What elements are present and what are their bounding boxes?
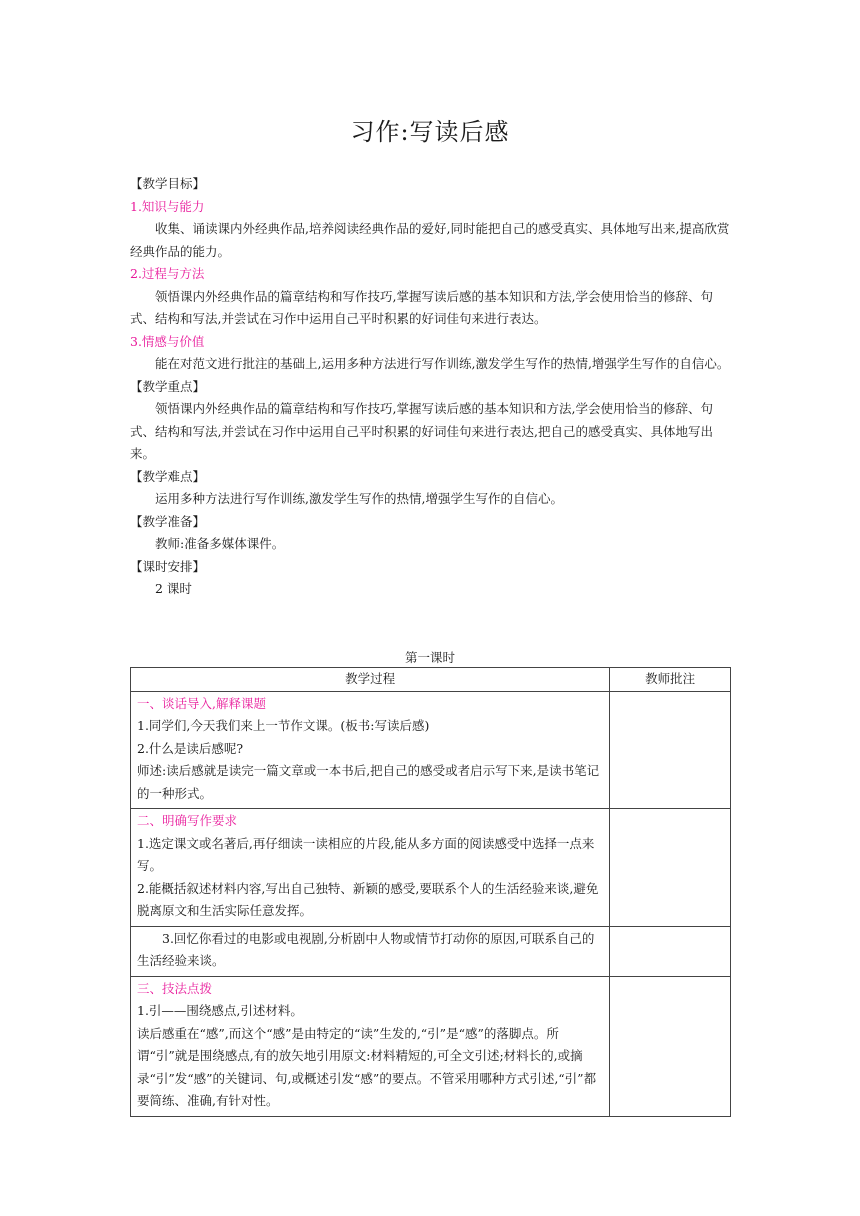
process-cell xyxy=(131,976,610,1116)
row-line: 1.引——围绕感点,引述材料。 xyxy=(137,1003,303,1018)
goal3-heading: 3.情感与价值 xyxy=(130,333,205,349)
goal1-text: 收集、诵读课内外经典作品,培养阅读经典作品的爱好,同时能把自己的感受真实、具体地写出来,提高欣赏经典作品的能力。 xyxy=(130,221,730,259)
row-line: 2.什么是读后感呢? xyxy=(137,740,244,756)
lesson-process-table xyxy=(130,667,731,1117)
schedule-heading: 【课时安排】 xyxy=(130,558,206,574)
table-row xyxy=(131,926,731,976)
notes-cell xyxy=(610,926,731,976)
table-row xyxy=(131,809,731,927)
row-line: 1.同学们,今天我们来上一节作文课。(板书:写读后感) xyxy=(137,718,430,733)
preparation-text: 教师:准备多媒体课件。 xyxy=(155,536,285,551)
goals-heading: 【教学目标】 xyxy=(130,176,206,191)
process-cell xyxy=(131,809,610,927)
schedule-text: 2 课时 xyxy=(155,581,192,596)
goal3-text: 能在对范文进行批注的基础上,运用多种方法进行写作训练,激发学生写作的热情,增强学生写作的自信心。 xyxy=(155,356,730,371)
row-line: 2.能概括叙述材料内容,写出自己独特、新颖的感受,要联系个人的生活经验来谈,避免脱离原文和生活实际任意发挥。 xyxy=(137,880,599,918)
table-header-row xyxy=(131,668,731,692)
row-line: 师述:读后感就是读完一篇文章或一本书后,把自己的感受或者启示写下来,是读书笔记的一种形式。 xyxy=(137,763,600,801)
table-row xyxy=(131,976,731,1116)
process-cell xyxy=(131,691,610,809)
key-points-heading: 【教学重点】 xyxy=(130,378,206,394)
table-row xyxy=(131,691,731,809)
row-line: 读后感重在“感”,而这个“感”是由特定的“读”生发的,“引”是“感”的落脚点。所谓“引”就是围绕感点,有的放矢地引用原文:材料精短的,可全文引述;材料长的,或摘录“引”发“感”的关键词、句,或概述引发“感”的要点。不管采用哪种方式引述,“引”都要简练、准确,有针对性。 xyxy=(137,1025,597,1108)
difficulty-text: 运用多种方法进行写作训练,激发学生写作的热情,增强学生写作的自信心。 xyxy=(155,491,563,506)
notes-cell xyxy=(610,691,731,809)
process-cell xyxy=(131,926,610,976)
column-header-process: 教学过程 xyxy=(131,668,610,692)
column-header-notes: 教师批注 xyxy=(610,668,731,692)
row-heading: 二、明确写作要求 xyxy=(137,813,238,828)
goal2-heading: 2.过程与方法 xyxy=(130,266,205,281)
preparation-heading: 【教学准备】 xyxy=(130,513,206,529)
row-heading: 一、谈话导入,解释课题 xyxy=(137,695,266,711)
goal2-text: 领悟课内外经典作品的篇章结构和写作技巧,掌握写读后感的基本知识和方法,学会使用恰当的修辞、句式、结构和写法,并尝试在习作中运用自己平时积累的好词佳句来进行表达。 xyxy=(130,288,713,326)
row-line: 1.选定课文或名著后,再仔细读一读相应的片段,能从多方面的阅读感受中选择一点来写。 xyxy=(137,835,595,873)
key-points-text: 领悟课内外经典作品的篇章结构和写作技巧,掌握写读后感的基本知识和方法,学会使用恰当的修辞、句式、结构和写法,并尝试在习作中运用自己平时积累的好词佳句来进行表达,把自己的感受真实、具体地写出来。 xyxy=(130,401,713,461)
row-heading: 三、技法点拨 xyxy=(137,980,213,996)
goal1-heading: 1.知识与能力 xyxy=(130,198,205,214)
notes-cell xyxy=(610,809,731,927)
row-line: 3.回忆你看过的电影或电视剧,分析剧中人物或情节打动你的原因,可联系自己的生活经验来谈。 xyxy=(137,930,595,968)
difficulty-heading: 【教学难点】 xyxy=(130,468,206,484)
table-caption: 第一课时 xyxy=(404,650,455,665)
lesson-plan-body xyxy=(130,173,730,601)
notes-cell xyxy=(610,976,731,1116)
page-title: 习作:写读后感 xyxy=(350,118,510,146)
